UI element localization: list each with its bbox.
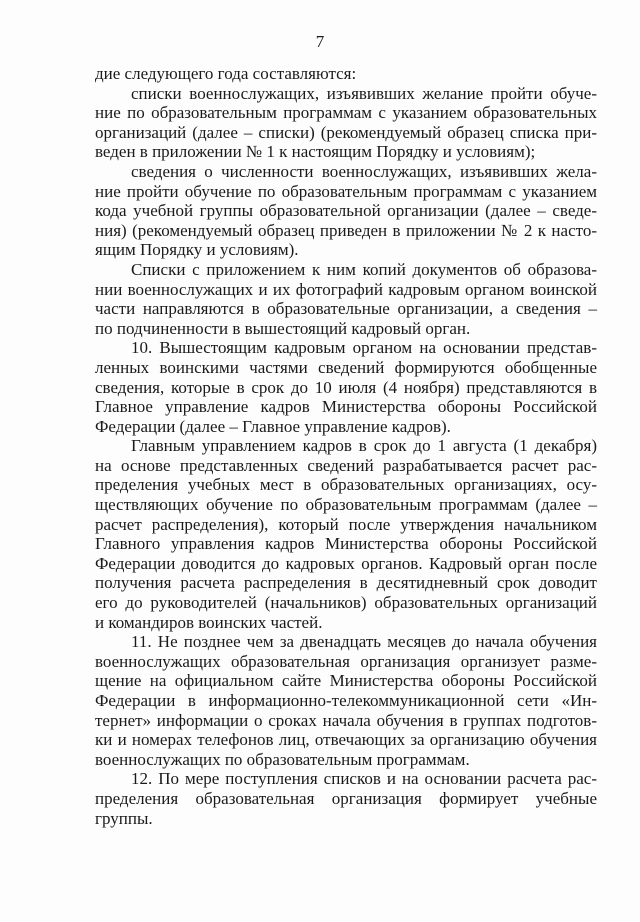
text-line: ленных воинскими частями сведений формируются обобщенные xyxy=(95,357,597,377)
text-line: пределения учебных мест в образовательных организациях, осу- xyxy=(95,475,597,495)
text-line: пределения образовательная организация формирует учебные xyxy=(95,788,597,808)
text-line: сведения о численности военнослужащих, изъявивших жела- xyxy=(131,161,597,181)
text-line: на основе представленных сведений разрабатывается расчет рас- xyxy=(95,455,597,475)
document-body xyxy=(95,64,597,828)
text-line: получения расчета распределения в десятидневный срок доводит xyxy=(95,573,597,593)
text-line: сведения, которые в срок до 10 июля (4 ноября) представляются в xyxy=(95,377,597,397)
text-line: 11. Не позднее чем за двенадцать месяцев до начала обучения xyxy=(131,632,597,652)
text-line: Списки с приложением к ним копий документов об образова- xyxy=(131,259,597,279)
text-line: списки военнослужащих, изъявивших желание пройти обуче- xyxy=(131,83,597,103)
text-line: Федерации доводится до кадровых органов. Кадровый орган после xyxy=(95,553,597,573)
text-line: части направляются в образовательные организации, а сведения – xyxy=(95,299,597,319)
text-line: Федерации в информационно-телекоммуникационной сети «Ин- xyxy=(95,691,597,710)
text-line: Главное управление кадров Министерства обороны Российской xyxy=(95,397,597,417)
text-line: 10. Вышестоящим кадровым органом на основании представ- xyxy=(131,338,597,358)
text-line: ние по образовательным программам с указанием образовательных xyxy=(95,103,597,123)
text-line: группы. xyxy=(95,808,153,828)
text-line: военнослужащих образовательная организация организует разме- xyxy=(95,651,597,671)
text-line: нии военнослужащих и их фотографий кадровым органом воинской xyxy=(95,279,597,299)
text-line: Федерации (далее – Главное управление кадров). xyxy=(95,416,451,436)
text-line: и командиров воинских частей. xyxy=(95,612,323,632)
text-line: ния) (рекомендуемый образец приведен в приложении № 2 к насто- xyxy=(95,220,597,240)
text-line: организаций (далее – списки) (рекомендуемый образец списка при- xyxy=(95,122,597,142)
text-line: Главного управления кадров Министерства обороны Российской xyxy=(95,534,597,554)
text-line: военнослужащих по образовательным программам. xyxy=(95,749,470,769)
text-line: ящим Порядку и условиям). xyxy=(95,240,299,260)
text-line: Главным управлением кадров в срок до 1 августа (1 декабря) xyxy=(131,436,597,456)
text-line: 12. По мере поступления списков и на основании расчета рас- xyxy=(131,769,597,789)
text-line: щение на официальном сайте Министерства обороны Российской xyxy=(95,671,597,691)
text-line: по подчиненности в вышестоящий кадровый орган. xyxy=(95,318,471,338)
text-line: дие следующего года составляются: xyxy=(95,64,357,83)
text-line: кода учебной группы образовательной организации (далее – сведе- xyxy=(95,201,597,221)
text-line: расчет распределения), который после утверждения начальником xyxy=(95,514,597,534)
text-line: ществляющих обучение по образовательным программам (далее – xyxy=(95,495,597,515)
page-number: 7 xyxy=(315,32,325,51)
text-line: тернет» информации о сроках начала обучения в группах подготов- xyxy=(95,710,597,730)
text-line: ние пройти обучение по образовательным программам с указанием xyxy=(95,181,597,201)
text-line: его до руководителей (начальников) образовательных организаций xyxy=(95,593,597,613)
text-line: ки и номерах телефонов лиц, отвечающих за организацию обучения xyxy=(95,730,597,750)
text-line: веден в приложении № 1 к настоящим Порядку и условиям); xyxy=(95,142,536,162)
